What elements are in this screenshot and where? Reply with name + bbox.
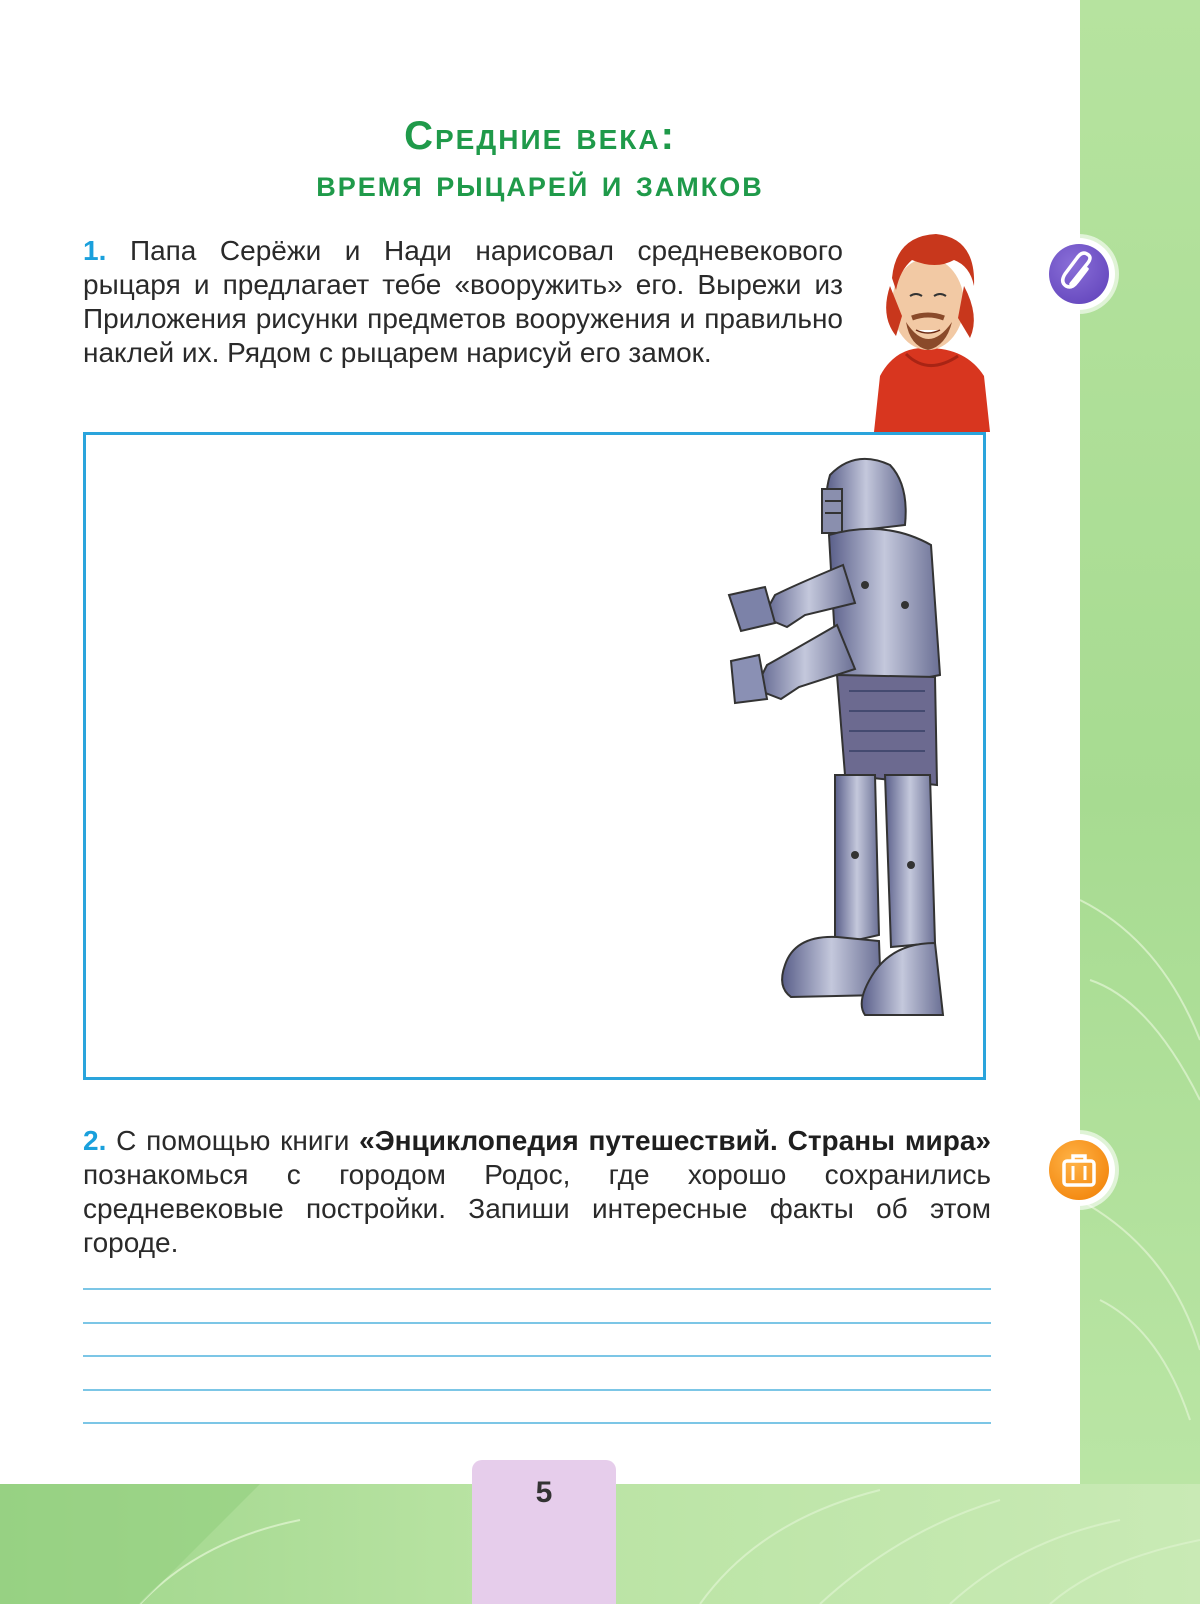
father-illustration [866,226,990,432]
writing-line[interactable] [83,1322,991,1324]
task-1-number: 1. [83,235,107,266]
page-number: 5 [535,1476,553,1509]
task-2-number: 2. [83,1125,107,1156]
title-line-1: Средние века: [404,114,676,158]
paperclip-badge [1043,238,1115,310]
knight-illustration [725,455,975,1055]
briefcase-icon [1049,1140,1109,1200]
task-2-book-title: «Энциклопедия путешествий. Страны мира» [359,1125,992,1156]
paperclip-icon [1049,244,1109,304]
briefcase-badge [1043,1134,1115,1206]
task-1 [83,234,843,370]
task-2-text-after: познакомься с городом Родос, где хорошо сохранились средневековые постройки. Запиши интересные факты об этом городе. [83,1159,991,1258]
writing-line[interactable] [83,1288,991,1290]
writing-line[interactable] [83,1422,991,1424]
title-line-2: время рыцарей и замков [316,163,764,205]
page-title [0,112,1080,208]
writing-line[interactable] [83,1389,991,1391]
writing-line[interactable] [83,1355,991,1357]
task-2-text-before: С помощью книги [116,1125,350,1156]
task-1-text: Папа Серёжи и Нади нарисовал средневекового рыцаря и предлагает тебе «вооружить» его. Вырежи из Приложения рисунки предметов вооружения и правильно наклей их. Рядом с рыцарем нарисуй его замок. [83,235,843,368]
task-2 [83,1124,991,1260]
